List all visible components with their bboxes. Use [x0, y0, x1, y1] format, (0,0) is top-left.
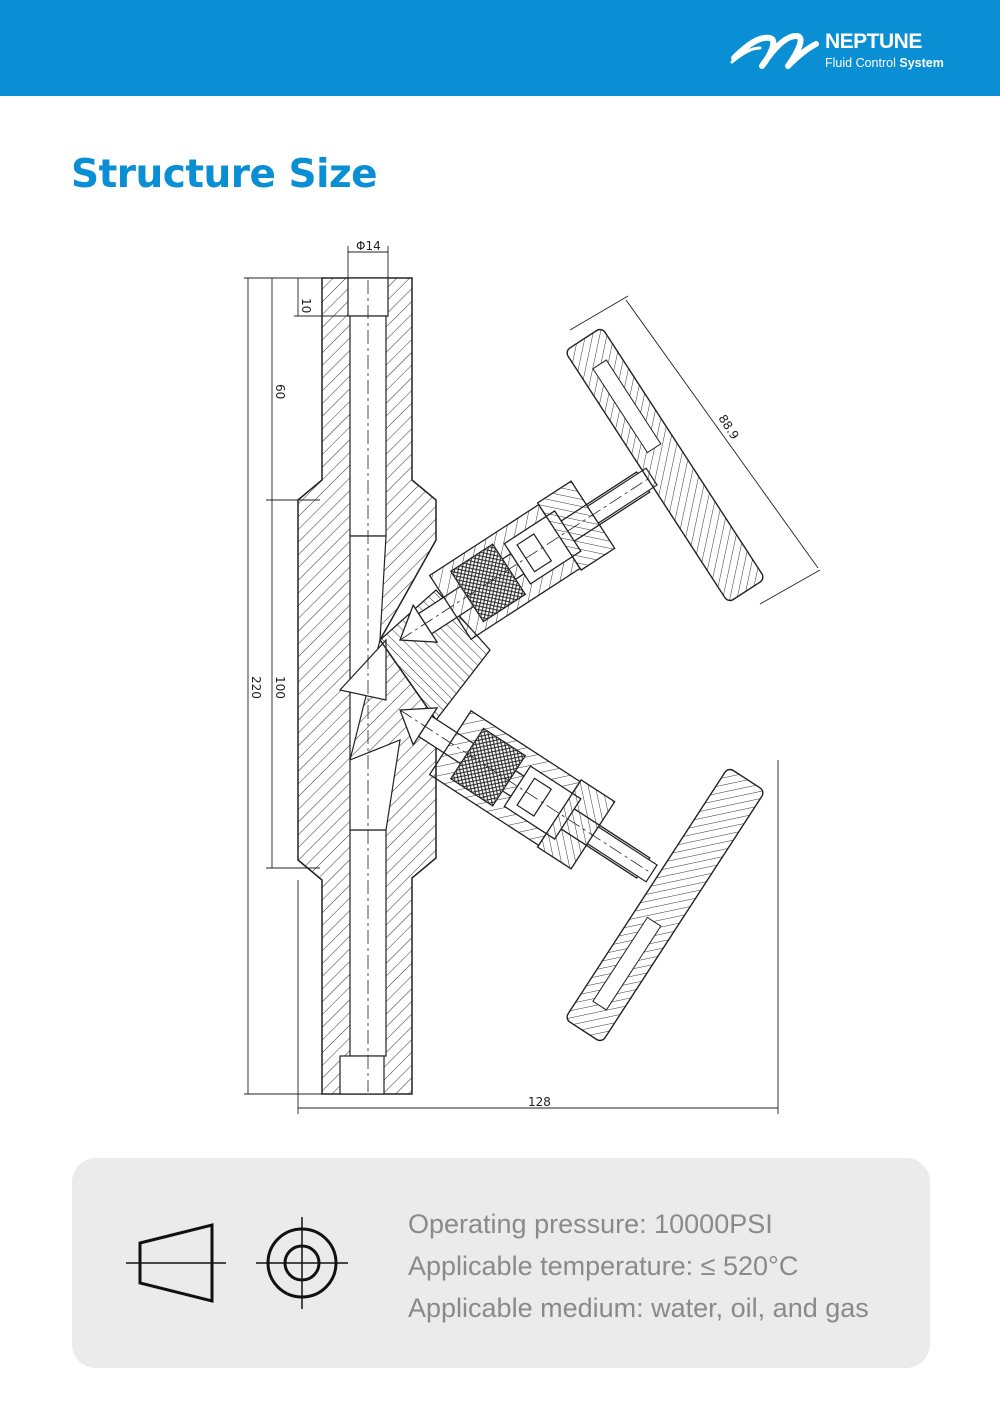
spec-panel — [72, 1158, 930, 1368]
dim-total-width: 128 — [528, 1095, 551, 1109]
brand-tagline — [825, 56, 944, 70]
valve-body — [298, 278, 490, 1094]
spec-applicable-temperature: Applicable temperature: ≤ 520°C — [408, 1251, 799, 1281]
page-title: Structure Size — [71, 152, 378, 197]
dim-upper-length: 60 — [273, 384, 287, 400]
header-bar — [0, 0, 1000, 96]
brand-name: NEPTUNE — [825, 30, 922, 53]
circle-target-icon — [256, 1217, 348, 1309]
spec-icons — [122, 1213, 362, 1313]
dim-bore-diameter: Φ14 — [356, 239, 381, 253]
dim-handle-length: 88.9 — [715, 412, 742, 443]
brand-tagline-bold: System — [899, 56, 944, 70]
valve-structure-drawing — [0, 220, 1000, 1130]
dim-thread-depth: 10 — [299, 298, 313, 314]
brand-logo[interactable] — [730, 22, 960, 78]
stylized-n-wave-icon — [730, 22, 820, 78]
brand-tagline-prefix: Fluid Control — [825, 56, 896, 70]
dim-total-length: 220 — [249, 676, 263, 699]
dim-center-length: 100 — [273, 676, 287, 699]
spec-list — [408, 1203, 869, 1329]
spec-operating-pressure: Operating pressure: 10000PSI — [408, 1209, 773, 1239]
spec-applicable-medium: Applicable medium: water, oil, and gas — [408, 1293, 869, 1323]
first-angle-projection-symbol-icon — [126, 1225, 226, 1301]
